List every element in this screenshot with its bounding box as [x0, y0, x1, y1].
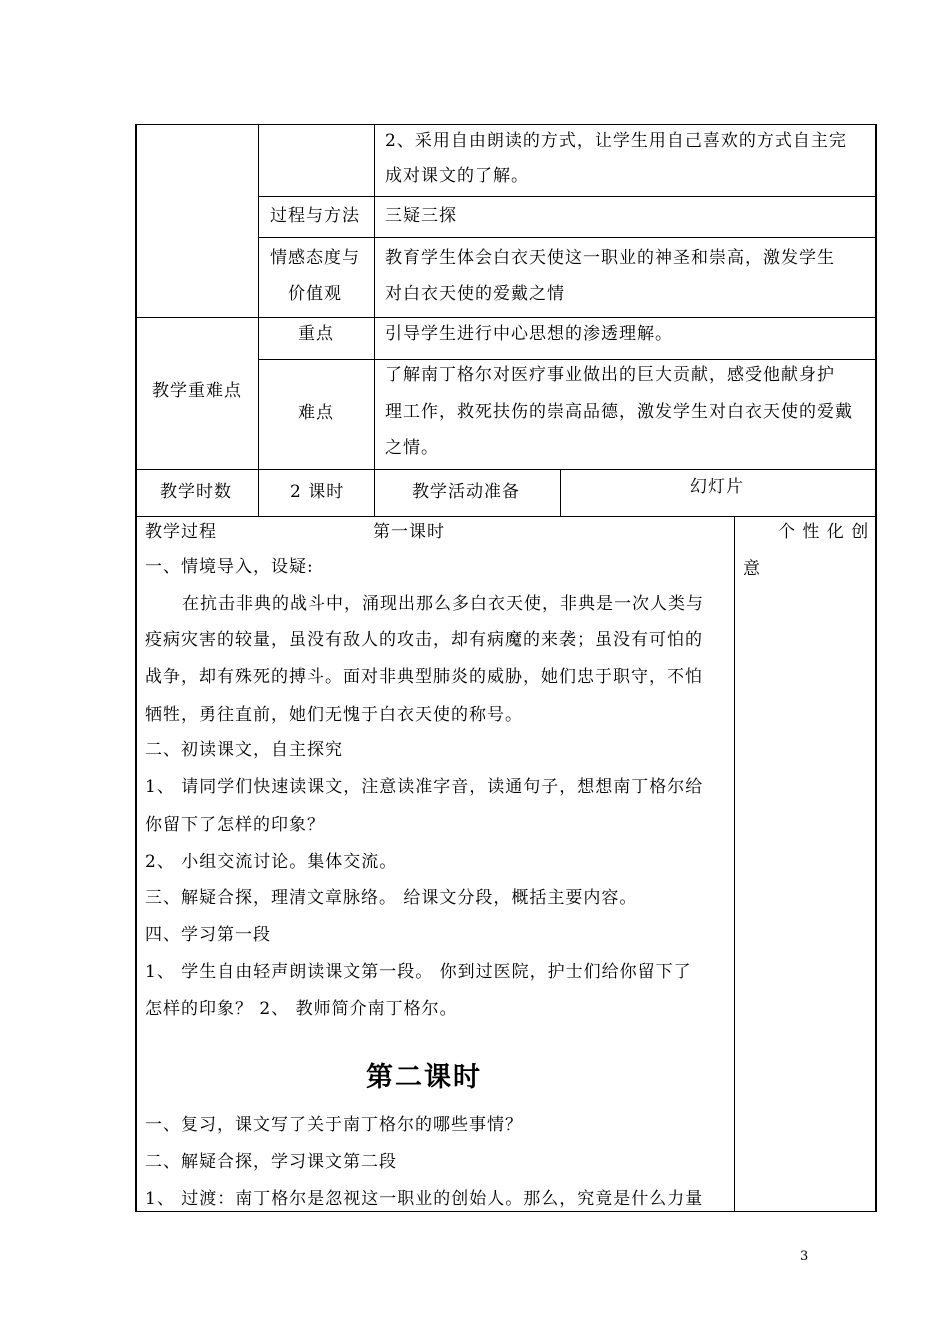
column-divider: [734, 516, 735, 1212]
process-line: 一、复习，课文写了关于南丁格尔的哪些事情？: [145, 1115, 523, 1135]
page-number: 3: [800, 1249, 809, 1264]
teaching-hours-value: 2 课时: [290, 482, 345, 502]
process-line: 三、解疑合探，理清文章脉络。 给课文分段，概括主要内容。: [145, 888, 638, 908]
difficulty-label: 难点: [298, 403, 334, 423]
process-line: 1、 学生自由轻声朗读课文第一段。 你到过医院，护士们给你留下了: [145, 962, 692, 982]
process-line: 2、 小组交流讨论。集体交流。: [145, 852, 398, 872]
key-difficulty-label: 教学重难点: [152, 381, 242, 401]
side-column-label: 个 性 化 创: [778, 522, 870, 542]
process-line: 1、 请同学们快速读课文，注意读准字音，读通句子，想想南丁格尔给: [145, 777, 704, 797]
objective-line: 成对课文的了解。: [385, 166, 529, 186]
row-divider: [258, 359, 877, 360]
table-border-bottom: [135, 1211, 877, 1212]
attitude-content: 教育学生体会白衣天使这一职业的神圣和崇高，激发学生: [385, 248, 835, 268]
column-divider: [560, 469, 561, 516]
process-line: 在抗击非典的战斗中，涌现出那么多白衣天使，非典是一次人类与: [182, 594, 704, 614]
process-line: 疫病灾害的较量，虽没有敌人的攻击，却有病魔的来袭；虽没有可怕的: [145, 630, 703, 650]
process-label: 教学过程: [145, 522, 217, 542]
table-border-top: [135, 124, 877, 125]
process-line: 牺牲，勇往直前，她们无愧于白衣天使的称号。: [145, 705, 523, 725]
row-divider: [258, 237, 877, 238]
process-line: 1、 过渡：南丁格尔是忽视这一职业的创始人。那么，究竟是什么力量: [145, 1189, 704, 1209]
difficulty-content: 了解南丁格尔对医疗事业做出的巨大贡献，感受他献身护: [385, 365, 835, 385]
row-divider: [258, 196, 877, 197]
session-two-heading: 第二课时: [366, 1062, 482, 1093]
process-line: 怎样的印象？ 2、 教师简介南丁格尔。: [145, 999, 458, 1019]
process-line: 你留下了怎样的印象？: [145, 815, 325, 835]
table-border-left: [135, 124, 137, 1212]
process-line: 二、初读课文，自主探究: [145, 740, 343, 760]
process-method-label: 过程与方法: [270, 206, 360, 226]
table-border-right: [875, 124, 877, 1212]
process-line: 战争，却有殊死的搏斗。面对非典型肺炎的威胁，她们忠于职守，不怕: [145, 667, 703, 687]
key-point-content: 引导学生进行中心思想的渗透理解。: [385, 324, 673, 344]
column-divider: [258, 124, 259, 516]
session-one-label: 第一课时: [373, 522, 445, 542]
row-divider: [135, 516, 877, 517]
objective-line: 2、采用自由朗读的方式，让学生用自己喜欢的方式自主完: [385, 131, 847, 151]
attitude-content: 对白衣天使的爱戴之情: [385, 284, 565, 304]
key-point-label: 重点: [298, 324, 334, 344]
attitude-label: 价值观: [288, 284, 342, 304]
column-divider: [374, 124, 375, 516]
row-divider: [135, 317, 877, 318]
teaching-hours-label: 教学时数: [160, 482, 232, 502]
activity-prep-label: 教学活动准备: [412, 482, 520, 502]
row-divider: [135, 469, 877, 470]
process-line: 二、解疑合探，学习课文第二段: [145, 1152, 397, 1172]
attitude-label: 情感态度与: [270, 248, 360, 268]
process-line: 一、情境导入，设疑:: [145, 557, 314, 577]
process-method-content: 三疑三探: [385, 206, 457, 226]
activity-prep-value: 幻灯片: [690, 477, 744, 497]
difficulty-content: 理工作，救死扶伤的崇高品德，激发学生对白衣天使的爱戴: [385, 402, 853, 422]
difficulty-content: 之情。: [385, 438, 439, 458]
side-column-label: 意: [743, 559, 761, 579]
process-line: 四、学习第一段: [145, 925, 271, 945]
